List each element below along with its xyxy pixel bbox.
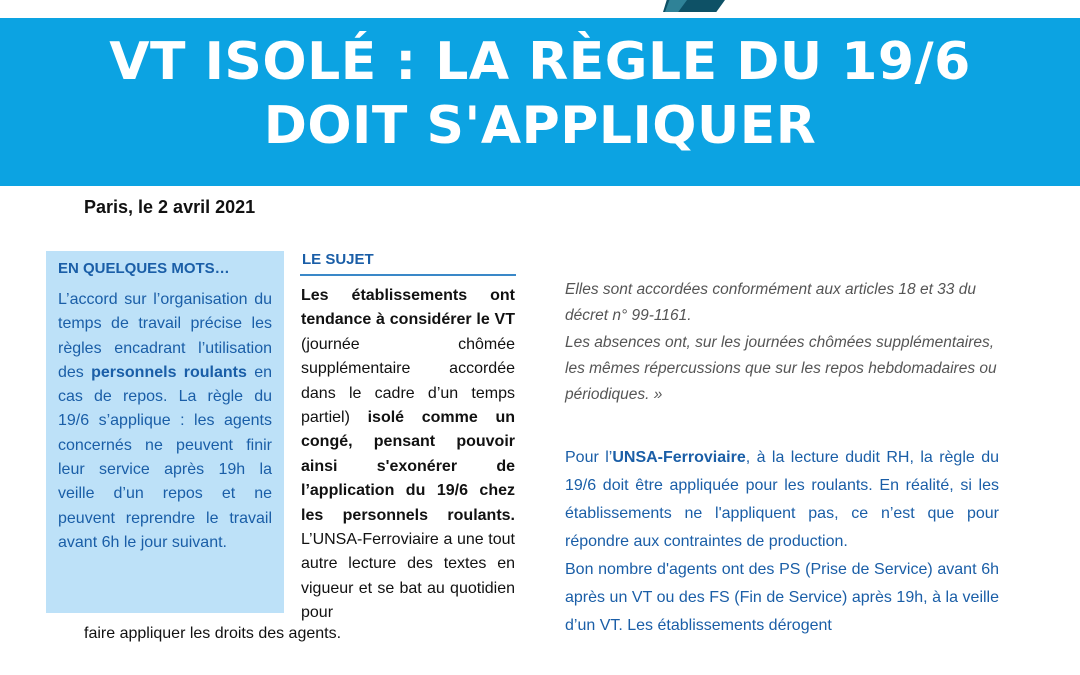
summary-text <box>58 288 272 555</box>
position-p1-rest: , à la lecture dudit RH, la règle du 19/6 doit être appliquée pour les roulants. En réalité, si les établissements ne l'appliquent pas, ce n’est que pour répondre aux contraintes de production. <box>565 449 999 550</box>
position-paragraph-2: Bon nombre d'agents ont des PS (Prise de Service) avant 6h après un VT ou des FS (Fin de Service) après 19h, à la veille d’un VT. Les établissements dérogent <box>565 561 999 634</box>
subject-divider <box>300 274 516 276</box>
subject-text <box>301 284 515 626</box>
subject-bold-2: isolé comme un congé, pensant pouvoir ainsi s'exonérer de l’application du 19/6 chez les personnels roulants. <box>301 409 515 524</box>
summary-text-part-1: L’accord sur l’organisation du temps de travail précise les règles encadrant l’utilisation des <box>58 291 272 381</box>
page-title-line-1: VT ISOLÉ : LA RÈGLE DU 19/6 <box>109 32 971 92</box>
subject-bold-1: Les établissements ont tendance à considérer le VT <box>301 287 515 329</box>
document-date: Paris, le 2 avril 2021 <box>84 197 256 217</box>
quote-line-2: Les absences ont, sur les journées chômées supplémentaires, les mêmes répercussions que sur les repos hebdomadaires ou périodiques. » <box>565 333 997 404</box>
position-p1-start: Pour l’ <box>565 449 613 466</box>
position-text <box>565 444 999 640</box>
summary-text-bold: personnels roulants <box>91 363 247 381</box>
quote-block <box>565 277 999 408</box>
subject-text-2: L’UNSA-Ferroviaire a une tout autre lecture des textes en vigueur et se bat au quotidien pour <box>301 531 515 622</box>
subject-text-continued: faire appliquer les droits des agents. <box>84 625 342 642</box>
page-title-line-2: DOIT S'APPLIQUER <box>263 96 817 156</box>
subject-heading: LE SUJET <box>302 251 374 268</box>
page-title <box>0 30 1080 158</box>
summary-heading: EN QUELQUES MOTS… <box>58 260 230 277</box>
subject-text-1: (journée chômée supplémentaire accordée dans le cadre d’un temps partiel) <box>301 335 515 427</box>
quote-line-1: Elles sont accordées conformément aux articles 18 et 33 du décret n° 99-1161. <box>565 281 976 325</box>
position-paragraph-1 <box>565 444 999 556</box>
summary-text-part-2: en cas de repos. La règle du 19/6 s’applique : les agents concernés ne peuvent finir leur service après 19h la veille d’un repos et ne peuvent reprendre le travail avant 6h le jour suivant. <box>58 363 272 551</box>
position-p1-bold: UNSA-Ferroviaire <box>612 449 746 466</box>
